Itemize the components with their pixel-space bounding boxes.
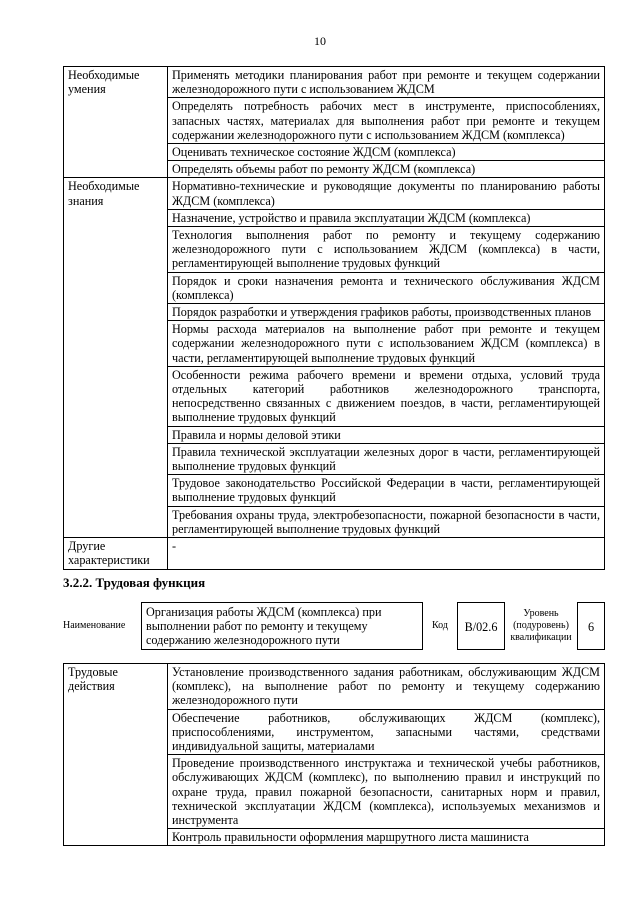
- row-item: Требования охраны труда, электробезопасности, пожарной безопасности в части, регламентирующей выполнение трудовых функций: [168, 506, 605, 537]
- row-item: Правила технической эксплуатации железных дорог в части, регламентирующей выполнение трудовых функций: [168, 443, 605, 474]
- row-item: Нормативно-технические и руководящие документы по планированию работы ЖДСМ (комплекса): [168, 178, 605, 209]
- row-item: Установление производственного задания работникам, обслуживающим ЖДСМ (комплекс), на выполнение работ по ремонту и текущему содержанию железнодорожного пути: [168, 664, 605, 710]
- row-item: Контроль правильности оформления маршрутного листа машиниста: [168, 829, 605, 846]
- table-row: [64, 67, 605, 98]
- row-item: Правила и нормы деловой этики: [168, 426, 605, 443]
- section-title: 3.2.2. Трудовая функция: [63, 575, 206, 590]
- row-item: Особенности режима рабочего времени и времени отдыха, условий труда отдельных категорий работников железнодорожного транспорта, непосредственно связанных с движением поездов, в части, регламентирующей выполнение трудовых функций: [168, 366, 605, 426]
- function-name-value: Организация работы ЖДСМ (комплекса) при выполнении работ по ремонту и текущему содержанию железнодорожного пути: [141, 602, 423, 650]
- row-item: Применять методики планирования работ при ремонте и текущем содержании железнодорожного пути с использованием ЖДСМ: [168, 67, 605, 98]
- row-item: Трудовое законодательство Российской Федерации в части, регламентирующей выполнение трудовых функций: [168, 475, 605, 506]
- row-item: Порядок разработки и утверждения графиков работы, производственных планов: [168, 304, 605, 321]
- row-item: Определять объемы работ по ремонту ЖДСМ (комплекса): [168, 161, 605, 178]
- row-item: Технология выполнения работ по ремонту и текущему содержанию железнодорожного пути с использованием ЖДСМ (комплекса) в части, регламентирующей выполнение трудовых функций: [168, 227, 605, 273]
- row-label: Трудовые действия: [64, 664, 168, 846]
- code-label: Код: [432, 620, 448, 631]
- row-item: Определять потребность рабочих мест в инструменте, приспособлениях, запасных частях, материалах для выполнения работ при ремонте и текущем содержании железнодорожного пути с использованием ЖДСМ (комплекса): [168, 98, 605, 144]
- name-label: Наименование: [63, 620, 126, 631]
- row-item: Назначение, устройство и правила эксплуатации ЖДСМ (комплекса): [168, 209, 605, 226]
- table-row: [64, 178, 605, 209]
- page-number: 10: [314, 34, 326, 48]
- table-row: [64, 664, 605, 710]
- row-label: Необходимые умения: [64, 67, 168, 178]
- table-row: [64, 538, 605, 569]
- row-label: Другие характеристики: [64, 538, 168, 569]
- row-item: Проведение производственного инструктажа и технической учебы работников, обслуживающих ЖДСМ (комплекс), по выполнению правил и инструкций по охране труда, правил пожарной безопасности, санитарных норм и правил, технической эксплуатации ЖДСМ (комплекса), используемых механизмов и инструмента: [168, 755, 605, 829]
- row-item: Порядок и сроки назначения ремонта и технического обслуживания ЖДСМ (комплекса): [168, 272, 605, 303]
- row-item: -: [168, 538, 605, 569]
- level-value: 6: [577, 602, 605, 650]
- row-item: Обеспечение работников, обслуживающих ЖДСМ (комплекс), приспособлениями, инструментом, запасными частями, средствами индивидуальной защиты, материалами: [168, 709, 605, 755]
- level-label: Уровень (подуровень) квалификации: [510, 608, 572, 643]
- code-value: B/02.6: [457, 602, 505, 650]
- row-item: Нормы расхода материалов на выполнение работ при ремонте и текущем содержании железнодорожного пути с использованием ЖДСМ (комплекса) в части, регламентирующей выполнение трудовых функций: [168, 321, 605, 367]
- labor-function-header: [63, 602, 605, 650]
- skills-knowledge-table: [63, 66, 605, 570]
- row-item: Оценивать техническое состояние ЖДСМ (комплекса): [168, 144, 605, 161]
- labor-actions-table: [63, 663, 605, 846]
- row-label: Необходимые знания: [64, 178, 168, 538]
